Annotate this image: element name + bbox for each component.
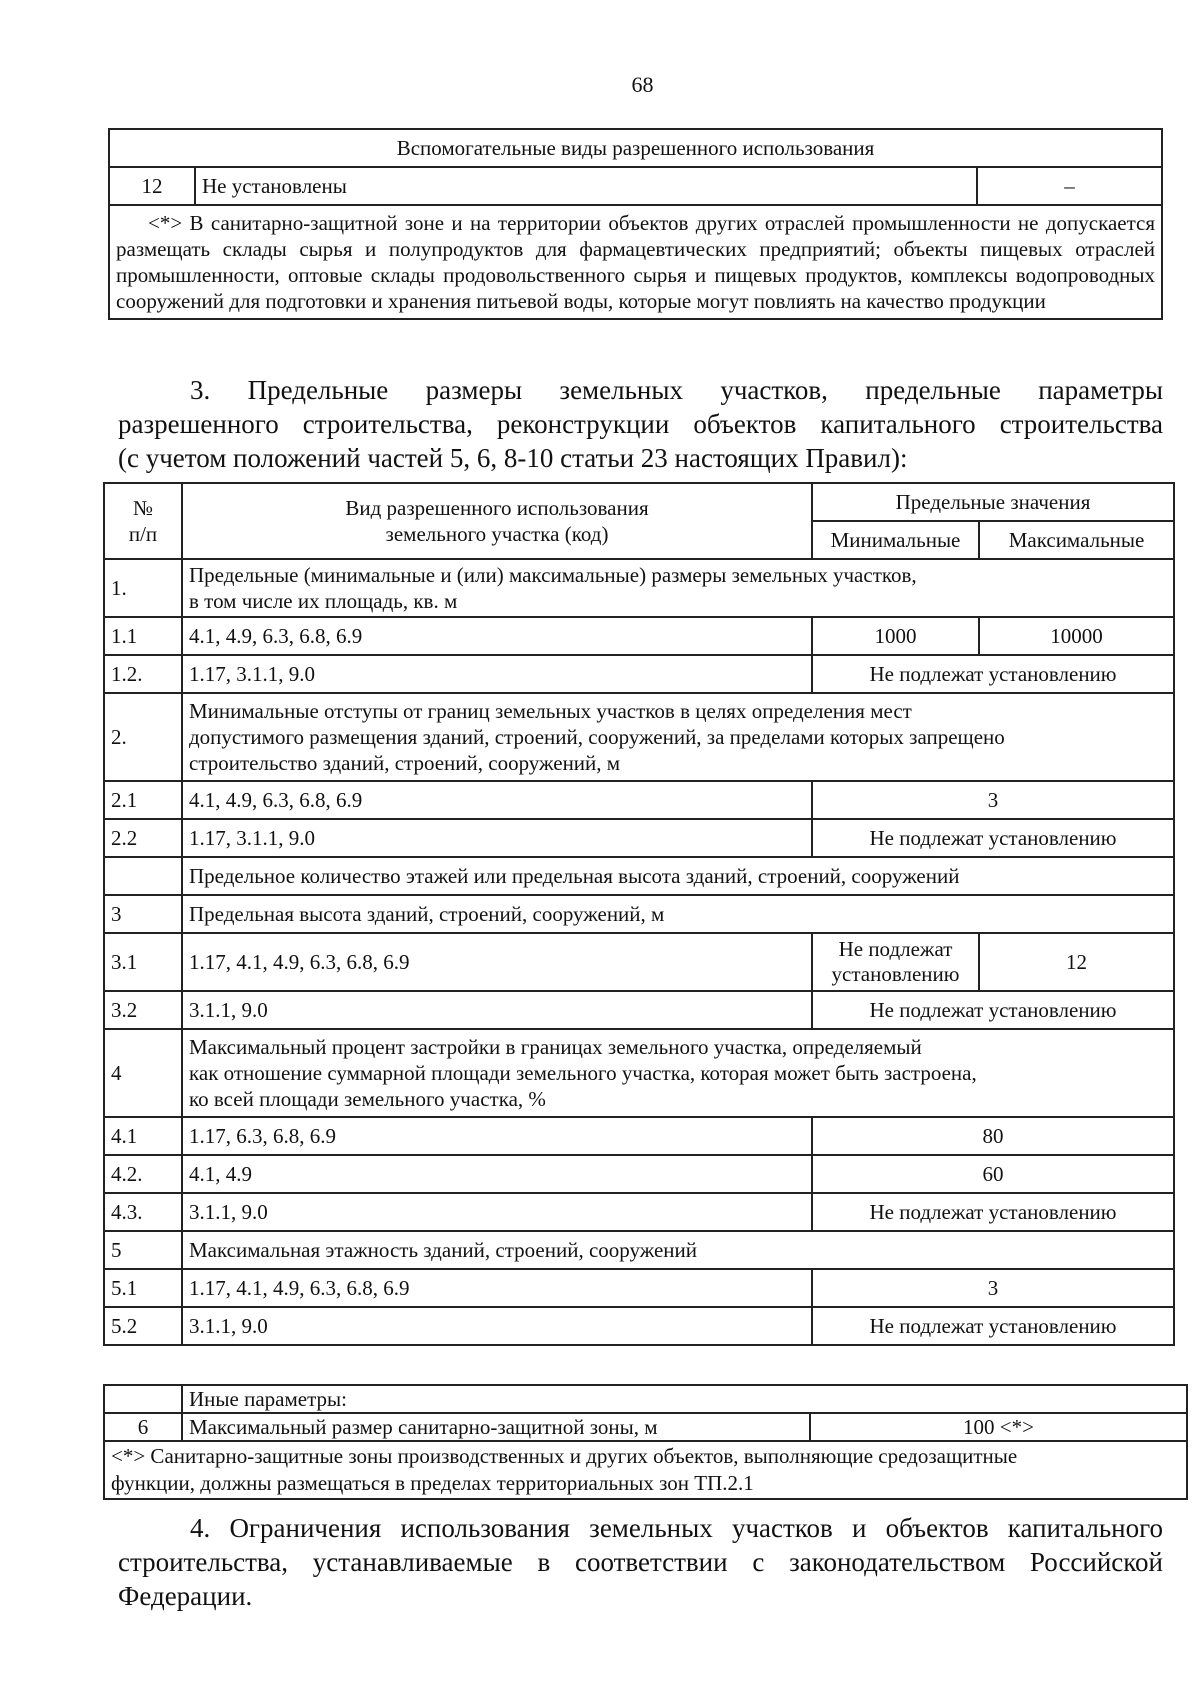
header-limits: Предельные значения [812, 483, 1174, 521]
table-row [104, 1269, 1174, 1307]
row-text [182, 693, 1174, 781]
row-codes: 4.1, 4.9, 6.3, 6.8, 6.9 [182, 781, 812, 819]
table-row [104, 1029, 1174, 1117]
header-number-line-2: п/п [128, 522, 158, 546]
table-row [109, 167, 1162, 205]
limit-parameters-table [103, 482, 1175, 1346]
table-row [104, 1231, 1174, 1269]
row-value: Не подлежат установлению [812, 1193, 1174, 1231]
row-text-line-2: как отношение суммарной площади земельного участка, которая может быть застроена, [189, 1061, 977, 1085]
row-value: Не подлежат установлению [812, 655, 1174, 693]
row-min-line-1: Не подлежат [838, 937, 953, 961]
row-value: 60 [812, 1155, 1174, 1193]
row-text: Предельная высота зданий, строений, сооружений, м [182, 895, 1174, 933]
section-4-heading [118, 1511, 1163, 1613]
table-row [104, 895, 1174, 933]
table-row [104, 559, 1174, 617]
row-text [182, 559, 1174, 617]
section-4-line-2: строительства, устанавливаемые в соответствии с законодательством Российской [118, 1547, 1163, 1577]
table-row [104, 819, 1174, 857]
table-row [104, 1413, 1187, 1441]
row-text: Иные параметры: [182, 1385, 1187, 1413]
table-row [104, 1307, 1174, 1345]
row-codes: 4.1, 4.9 [182, 1155, 812, 1193]
table-row [109, 129, 1162, 167]
row-codes: 4.1, 4.9, 6.3, 6.8, 6.9 [182, 617, 812, 655]
note-text: <*> В санитарно-защитной зоне и на территории объектов других отраслей промышленности не допускается размещать склады сырья и полупродуктов для фармацевтических предприятий; объекты пищевых отраслей промышленности, оптовые склады продовольственного сырья и пищевых продуктов, комплексы водопроводных сооружений для подготовки и хранения питьевой воды, которые могут повлиять на качество продукции [116, 211, 1156, 313]
page-number: 68 [631, 72, 654, 97]
row-text-line-2: допустимого размещения зданий, строений, сооружений, за пределами которых запрещено [189, 725, 1005, 749]
row-number: 5.1 [104, 1269, 182, 1307]
row-codes: 1.17, 3.1.1, 9.0 [182, 819, 812, 857]
row-codes: 1.17, 6.3, 6.8, 6.9 [182, 1117, 812, 1155]
row-value: Не подлежат установлению [812, 991, 1174, 1029]
section-3-line-2: разрешенного строительства, реконструкции объектов капитального строительства [118, 409, 1163, 439]
row-value: 3 [812, 781, 1174, 819]
row-text-line-2: в том числе их площадь, кв. м [189, 589, 458, 613]
row-codes: 1.17, 4.1, 4.9, 6.3, 6.8, 6.9 [182, 933, 812, 991]
row-number: 2.1 [104, 781, 182, 819]
row-text-line-3: строительство зданий, строений, сооружений, м [189, 751, 621, 775]
row-text-line-1: Минимальные отступы от границ земельных участков в целях определения мест [189, 699, 912, 723]
row-text: Максимальная этажность зданий, строений, сооружений [182, 1231, 1174, 1269]
other-parameters-table [103, 1384, 1188, 1500]
header-number-line-1: № [132, 496, 154, 520]
section-4-line-3: Федерации. [118, 1581, 253, 1611]
row-number: 1.1 [104, 617, 182, 655]
row-text: Предельное количество этажей или предельная высота зданий, строений, сооружений [182, 857, 1174, 895]
table-header-row [104, 483, 1174, 521]
row-number: 4.1 [104, 1117, 182, 1155]
table-row [104, 617, 1174, 655]
row-number: 3.1 [104, 933, 182, 991]
table-row [104, 693, 1174, 781]
table-row [104, 933, 1174, 991]
row-text: Максимальный размер санитарно-защитной зоны, м [182, 1413, 810, 1441]
footnote-line-2: функции, должны размещаться в пределах территориальных зон ТП.2.1 [111, 1471, 754, 1495]
header-kind [182, 483, 812, 559]
row-value: Не подлежат установлению [812, 819, 1174, 857]
table-row [104, 1155, 1174, 1193]
row-number: 3.2 [104, 991, 182, 1029]
section-4-line-1: 4. Ограничения использования земельных участков и объектов капитального [190, 1513, 1163, 1543]
sanitary-zone-note [109, 205, 1162, 319]
row-number: 5 [104, 1231, 182, 1269]
row-number: 3 [104, 895, 182, 933]
table-row [104, 1193, 1174, 1231]
section-3-heading [118, 373, 1163, 475]
row-text-line-3: ко всей площади земельного участка, % [189, 1087, 546, 1111]
header-number [104, 483, 182, 559]
row-name: Не установлены [195, 167, 977, 205]
table-row [104, 991, 1174, 1029]
row-number: 1.2. [104, 655, 182, 693]
row-number: 6 [104, 1413, 182, 1441]
table-row [109, 205, 1162, 319]
row-number: 5.2 [104, 1307, 182, 1345]
row-number: 12 [109, 167, 195, 205]
auxiliary-uses-header: Вспомогательные виды разрешенного использования [109, 129, 1162, 167]
table-row [104, 1441, 1187, 1499]
row-text-line-1: Предельные (минимальные и (или) максимальные) размеры земельных участков, [189, 563, 917, 587]
table-row [104, 857, 1174, 895]
row-max: 12 [979, 933, 1174, 991]
row-number [104, 1385, 182, 1413]
row-number: 4.3. [104, 1193, 182, 1231]
row-value: 100 <*> [810, 1413, 1187, 1441]
row-max: 10000 [979, 617, 1174, 655]
row-number: 4.2. [104, 1155, 182, 1193]
row-value: 80 [812, 1117, 1174, 1155]
table-row [104, 781, 1174, 819]
row-number [104, 857, 182, 895]
table-row [104, 1385, 1187, 1413]
row-text-line-1: Максимальный процент застройки в границах земельного участка, определяемый [189, 1035, 922, 1059]
footnote-line-1: <*> Санитарно-защитные зоны производственных и других объектов, выполняющие средозащитные [111, 1444, 1018, 1468]
row-codes: 3.1.1, 9.0 [182, 991, 812, 1029]
header-max: Максимальные [979, 521, 1174, 559]
header-min: Минимальные [812, 521, 979, 559]
header-kind-line-2: земельного участка (код) [385, 522, 609, 546]
row-min-line-2: установлению [831, 962, 960, 986]
row-min: 1000 [812, 617, 979, 655]
row-codes: 3.1.1, 9.0 [182, 1307, 812, 1345]
row-codes: 3.1.1, 9.0 [182, 1193, 812, 1231]
row-number: 4 [104, 1029, 182, 1117]
row-value: 3 [812, 1269, 1174, 1307]
row-codes: 1.17, 4.1, 4.9, 6.3, 6.8, 6.9 [182, 1269, 812, 1307]
row-value: Не подлежат установлению [812, 1307, 1174, 1345]
table-row [104, 655, 1174, 693]
row-codes: 1.17, 3.1.1, 9.0 [182, 655, 812, 693]
section-3-line-1: 3. Предельные размеры земельных участков, предельные параметры [190, 375, 1163, 405]
row-min [812, 933, 979, 991]
table-row [104, 1117, 1174, 1155]
row-number: 2. [104, 693, 182, 781]
row-number: 1. [104, 559, 182, 617]
row-text [182, 1029, 1174, 1117]
row-number: 2.2 [104, 819, 182, 857]
row-value: – [977, 167, 1162, 205]
auxiliary-uses-table [108, 128, 1163, 320]
header-kind-line-1: Вид разрешенного использования [345, 496, 649, 520]
section-3-line-3: (с учетом положений частей 5, 6, 8-10 статьи 23 настоящих Правил): [118, 443, 908, 473]
sanitary-zone-footnote [104, 1441, 1187, 1499]
